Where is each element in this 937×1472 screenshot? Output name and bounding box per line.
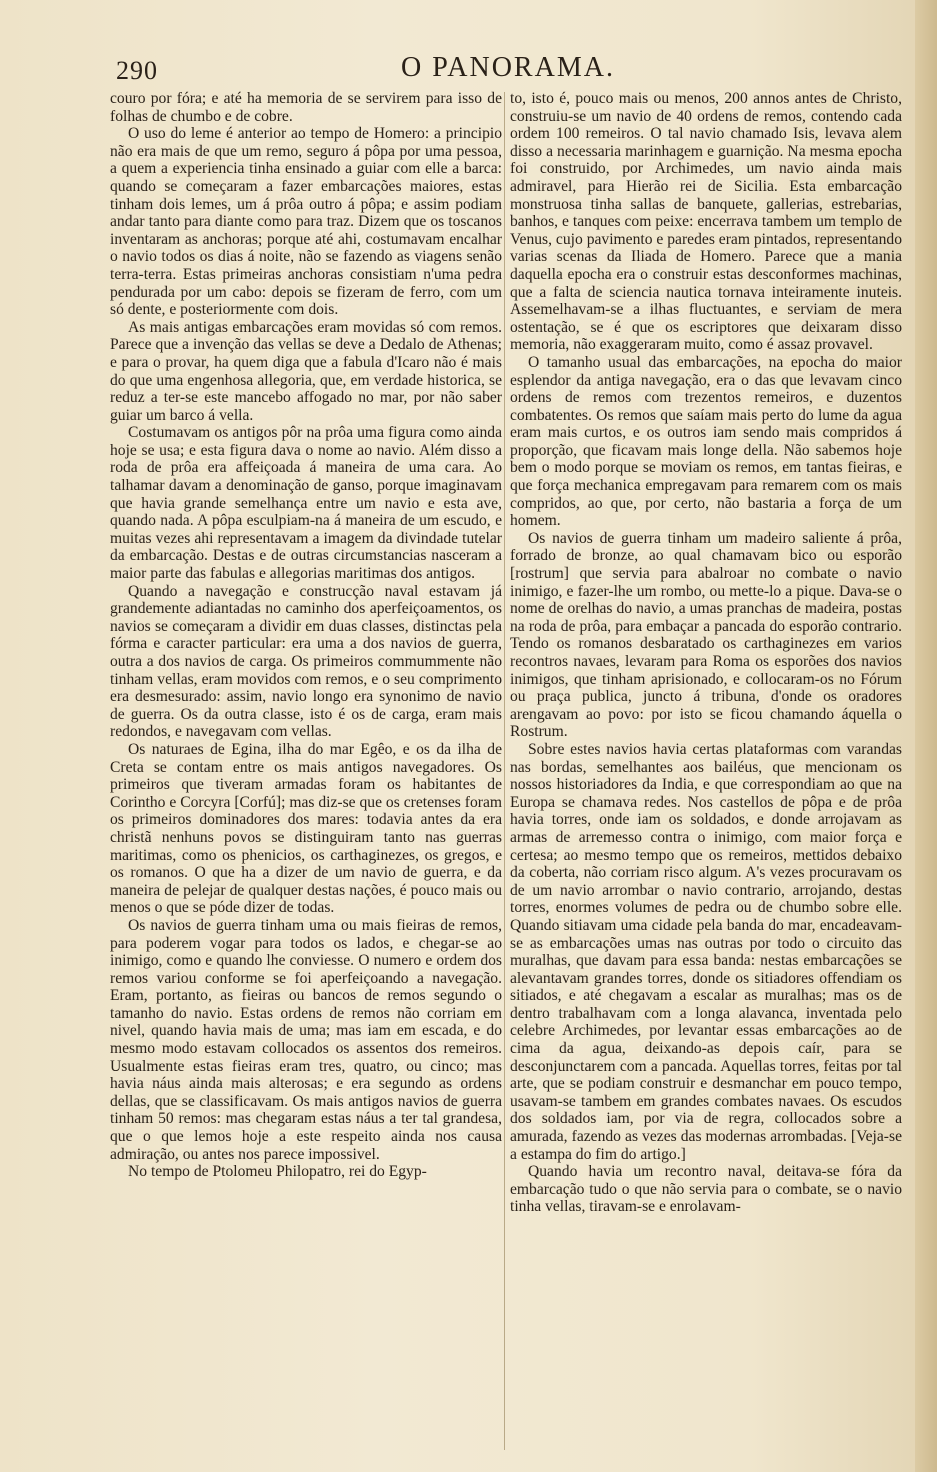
paragraph: Os navios de guerra tinham uma ou mais fieiras de remos, para poderem vogar para todos os lados, e chegar-se ao inimigo, como e quando lhe conviesse. O numero e ordem dos remos variou conforme se foi aperfeiçoando a navegação. Eram, portanto, as fieiras ou bancos de remos segundo o tamanho do navio. Estas ordens de remos não corriam em nivel, quando havia mais de uma; mas iam em escada, e do mesmo modo estavam collocados os assentos dos remeiros. Usualmente estas fieiras eram tres, quatro, ou cinco; mas havia náus ainda mais alterosas; e era segundo as ordens dellas, que se classificavam. Os mais antigos navios de guerra tinham 50 remos: mas chegaram estas náus a ter tal grandesa, que o que lemos hoje a este respeito ainda nos causa admiração, ou antes nos parece impossivel. [110,916,502,1163]
paragraph: Os naturaes de Egina, ilha do mar Egêo, e os da ilha de Creta se contam entre os mais antigos navegadores. Os primeiros que tiveram armadas foram os habitantes de Corintho e Corcyra [Corfú]; mas diz-se que os cretenses foram os primeiros dominadores dos mares: todavia antes da era christã nenhuns povos se distinguiram tanto nas guerras maritimas, como os phenicios, os carthaginezes, os gregos, e os romanos. O que ha a dizer de um navio de guerra, e da maneira de pelejar de qualquer destas nações, é pouco mais ou menos o que se póde dizer de todas. [110,740,502,917]
paragraph: to, isto é, pouco mais ou menos, 200 annos antes de Christo, construiu-se um navio de 40 ordens de remos, contendo cada ordem 100 remeiros. O tal navio chamado Isis, levava alem disso a necessaria marinhagem e guarnição. Na mesma epocha foi construido, por Archimedes, um navio ainda mais admiravel, para Hierão rei de Sicilia. Esta embarcação monstruosa tinha sallas de banquete, gallerias, estrebarias, banhos, e tanques com peixe: encerrava tambem um templo de Venus, cujo pavimento e paredes eram pintados, representando varias scenas da Iliada de Homero. Parece que a mania daquella epocha era o construir estas desconformes machinas, que a falta de sciencia nautica tornava inteiramente inuteis. Assemelhavam-se a ilhas fluctuantes, e serviam de mera ostentação, se é que os escriptores que deixaram disso memoria, não exaggeraram muito, como é assaz provavel. [510,90,902,354]
paragraph: Quando havia um recontro naval, deitava-se fóra da embarcação tudo o que não servia para o combate, se o navio tinha vellas, tiravam-se e enrolavam- [510,1163,902,1216]
paragraph: couro por fóra; e até ha memoria de se servirem para isso de folhas de chumbo e de cobre. [110,90,502,125]
page-header [108,52,908,86]
page-number: 290 [116,56,158,85]
right-column [510,90,902,1452]
paragraph: O uso do leme é anterior ao tempo de Homero: a principio não era mais de que um remo, seguro á pôpa por uma pessoa, a quem a experiencia tinha ensinado a guiar com elle a barca: quando se começaram a fazer embarcações maiores, estas tinham dois lemes, um á prôa outro á pôpa; e assim podiam andar tanto para diante como para traz. Dizem que os toscanos inventaram as anchoras; porque até ahi, costumavam encalhar o navio todos os dias á noite, não se fazendo as viagens senão terra-terra. Estas primeiras anchoras consistiam n'uma pedra pendurada por um cabo: depois se fizeram de ferro, com um só dente, e posteriormente com dois. [110,125,502,319]
left-column [110,90,502,1452]
paragraph: Os navios de guerra tinham um madeiro saliente á prôa, forrado de bronze, ao qual chamavam bico ou esporão [rostrum] que servia para abalroar no combate o navio inimigo, e fazer-lhe um rombo, ou mette-lo a pique. Dava-se o nome de orelhas do navio, a umas pranchas de madeira, postas na roda de prôa, para embaçar a pancada do esporão contrario. Tendo os romanos desbaratado os carthaginezes em varios recontros navaes, levaram para Roma os esporões dos navios inimigos, que tinham aprisionado, e collocaram-os no Fórum ou praça publica, juncto á tribuna, d'onde os oradores arengavam ao povo: por isto se ficou chamando áquella o Rostrum. [510,529,902,741]
paragraph: O tamanho usual das embarcações, na epocha do maior esplendor da antiga navegação, era o das que levavam cinco ordens de remos com trezentos remeiros, e duzentos combatentes. Os remos que saíam mais perto do lume da agua eram mais curtos, e os outros iam sendo mais compridos á proporção, que ficavam mais longe della. Não sabemos hoje bem o modo porque se moviam os remos, em tantas fieiras, e que força mechanica empregavam para remarem com os mais compridos, ao que, por certo, não bastaria a força de um homem. [510,353,902,530]
journal-title: O PANORAMA. [401,52,615,83]
paragraph: Quando a navegação e construcção naval estavam já grandemente adiantadas no caminho dos aperfeiçoamentos, os navios se começaram a dividir em duas classes, distinctas pela fórma e caracter particular: era uma a dos navios de guerra, outra a dos navios de carga. Os primeiros commummente não tinham vellas, eram movidos com remos, e o seu comprimento era desmesurado: assim, navio longo era synonimo de navio de guerra. Os da outra classe, isto é os de carga, eram mais redondos, e navegavam com vellas. [110,582,502,741]
paragraph: Costumavam os antigos pôr na prôa uma figura como ainda hoje se usa; e esta figura dava o nome ao navio. Além disso a roda de prôa era affeiçoada á maneira de uma cara. Ao talhamar davam a denominação de ganso, porque imaginavam que havia grande semelhança entre um navio e esta ave, quando nada. A pôpa esculpiam-na á maneira de um escudo, e muitas vezes ahi representavam a imagem da divindade tutelar da embarcação. Destas e de outras circumstancias nasceram a maior parte das fabulas e allegorias maritimas dos antigos. [110,424,502,583]
paragraph: Sobre estes navios havia certas plataformas com varandas nas bordas, semelhantes aos bailéus, que mencionam os nossos historiadores da India, e que correspondiam ao que na Europa se chamava redes. Nos castellos de pôpa e de prôa havia torres, onde iam os soldados, e donde arrojavam as armas de arremesso contra o inimigo, com maior força e certesa; ao mesmo tempo que os remeiros, mettidos debaixo da coberta, não corriam risco algum. A's vezes procuravam os de um navio arrombar o navio contrario, arrojando, destas torres, enormes volumes de pedra ou de chumbo sobre elle. Quando sitiavam uma cidade pela banda do mar, encadeavam-se as embarcações umas nas outras por todo o circuito das muralhas, que davam para essa banda: nestas embarcações se alevantavam grandes torres, donde os sitiadores offendiam os sitiados, e até chegavam a escalar as muralhas; mas os de dentro trabalhavam com a longa alavanca, inventada pelo celebre Archimedes, por levantar essas embarcações ao de cima da agua, deixando-as depois caír, para se desconjunctarem com a pancada. Aquellas torres, feitas por tal arte, que se podiam construir e desmanchar em pouco tempo, usavam-se tambem em grandes combates navaes. Os escudos dos soldados iam, por via de regra, collocados sobre a amurada, fazendo as vezes das modernas arrombadas. [Veja-se a estampa do fim do artigo.] [510,740,902,1163]
paragraph: No tempo de Ptolomeu Philopatro, rei do Egyp- [128,1163,427,1181]
page-spine-shadow [915,0,937,1472]
column-divider [504,92,505,1450]
paragraph: As mais antigas embarcações eram movidas só com remos. Parece que a invenção das vellas se deve a Dedalo de Athenas; e para o provar, ha quem diga que a fabula d'Icaro não é mais do que uma engenhosa allegoria, que, em verdade historica, se reduz a ter-se este mancebo affogado no mar, por não saber guiar um barco á vella. [110,318,502,424]
